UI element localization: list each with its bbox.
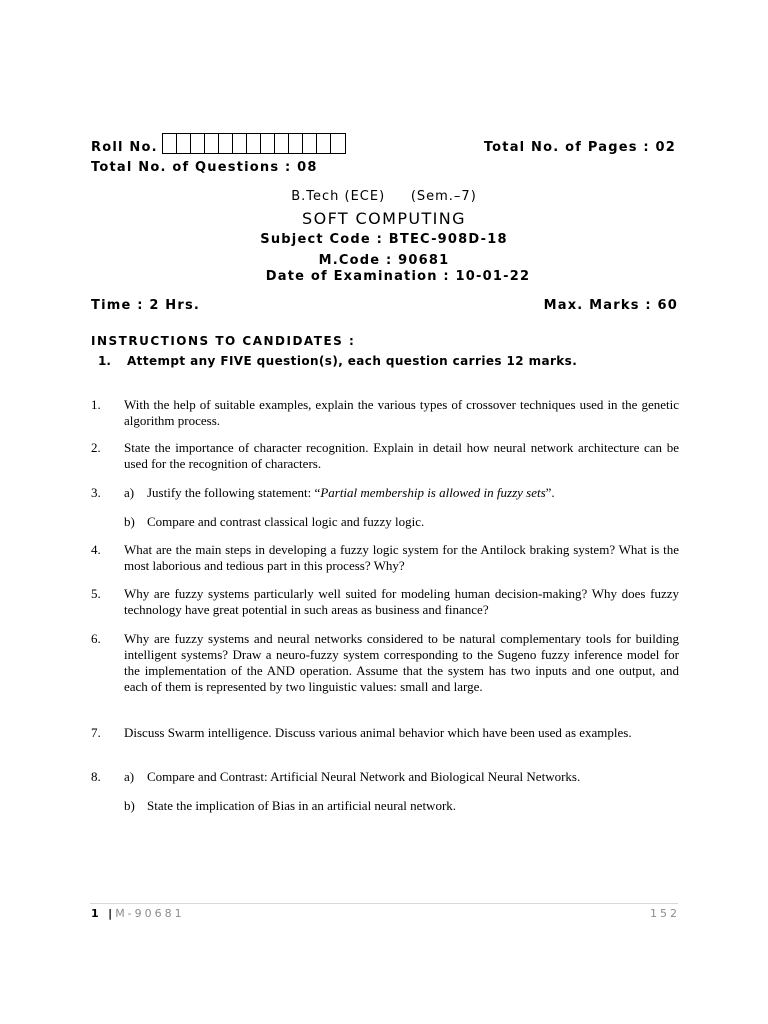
question-text: Why are fuzzy systems and neural networks considered to be natural complementary tools for building intelligent systems? Draw a neuro-fuzzy system corresponding to the Sugeno fuzzy inference model for the implementation of the AND operation. Assume that the system has two inputs and one output, and each of them is represented by two linguistic values: small and large. (124, 631, 679, 694)
roll-no-digit-box[interactable] (261, 134, 275, 153)
question-text: What are the main steps in developing a fuzzy logic system for the Antilock braking system? What is the most laborious and tedious part in this process? Why? (124, 542, 679, 573)
question-number: 5. (91, 586, 101, 601)
roll-no-digit-box[interactable] (247, 134, 261, 153)
sub-question-label: a) (124, 485, 135, 500)
question-number: 2. (91, 440, 101, 455)
roll-no-boxes[interactable] (162, 133, 346, 154)
question-number: 4. (91, 542, 101, 557)
sub-question-text: Compare and contrast classical logic and fuzzy logic. (147, 514, 425, 529)
m-code: M.Code : 90681 (318, 253, 450, 268)
roll-no-digit-box[interactable] (205, 134, 219, 153)
sub-question-label: b) (124, 798, 135, 813)
sub-question-label: b) (124, 514, 135, 529)
course-line: B.Tech (ECE) (Sem.–7) (291, 189, 477, 204)
roll-no-digit-box[interactable] (177, 134, 191, 153)
question-text: State the importance of character recognition. Explain in detail how neural network architecture can be used for the recognition of characters. (124, 440, 679, 471)
roll-no-digit-box[interactable] (275, 134, 289, 153)
question-number: 6. (91, 631, 101, 646)
exam-date: Date of Examination : 10-01-22 (265, 269, 531, 284)
time-allowed: Time : 2 Hrs. (91, 298, 201, 313)
question-text: With the help of suitable examples, explain the various types of crossover techniques used in the genetic algorithm process. (124, 397, 679, 428)
question-number: 1. (91, 397, 101, 412)
total-questions: Total No. of Questions : 08 (91, 160, 318, 175)
sub-question-text: Justify the following statement: “Partial membership is allowed in fuzzy sets”. (147, 485, 555, 500)
question-number: 7. (91, 725, 101, 740)
roll-no-digit-box[interactable] (289, 134, 303, 153)
instruction-number: 1. (98, 354, 111, 368)
question-number: 3. (91, 485, 101, 500)
total-pages: Total No. of Pages : 02 (483, 140, 676, 155)
footer-right: 152 (650, 907, 680, 920)
instructions-title: INSTRUCTIONS TO CANDIDATES : (91, 334, 356, 348)
question-number: 8. (91, 769, 101, 784)
roll-no-label: Roll No. (91, 140, 158, 155)
question-text: Discuss Swarm intelligence. Discuss various animal behavior which have been used as examples. (124, 725, 632, 740)
footer-divider (90, 903, 678, 904)
roll-no-digit-box[interactable] (303, 134, 317, 153)
subject-code: Subject Code : BTEC-908D-18 (260, 232, 508, 247)
page-number: 1 (91, 907, 102, 920)
instruction-text: Attempt any FIVE question(s), each question carries 12 marks. (127, 354, 578, 368)
roll-no-digit-box[interactable] (233, 134, 247, 153)
question-text: Why are fuzzy systems particularly well suited for modeling human decision-making? Why does fuzzy technology have great potential in such areas as business and finance? (124, 586, 679, 617)
roll-no-digit-box[interactable] (163, 134, 177, 153)
sub-question-text: Compare and Contrast: Artificial Neural Network and Biological Neural Networks. (147, 769, 581, 784)
quoted-statement: Partial membership is allowed in fuzzy sets (320, 485, 546, 500)
roll-no-digit-box[interactable] (219, 134, 233, 153)
sub-question-label: a) (124, 769, 135, 784)
footer-left (91, 907, 185, 920)
footer-separator: | (108, 907, 116, 920)
sub-question-text: State the implication of Bias in an artificial neural network. (147, 798, 457, 813)
subject-title: SOFT COMPUTING (302, 209, 466, 228)
roll-no-digit-box[interactable] (317, 134, 331, 153)
roll-no-digit-box[interactable] (191, 134, 205, 153)
paper-code: M-90681 (115, 907, 185, 920)
roll-no-digit-box[interactable] (331, 134, 345, 153)
max-marks: Max. Marks : 60 (543, 298, 678, 313)
